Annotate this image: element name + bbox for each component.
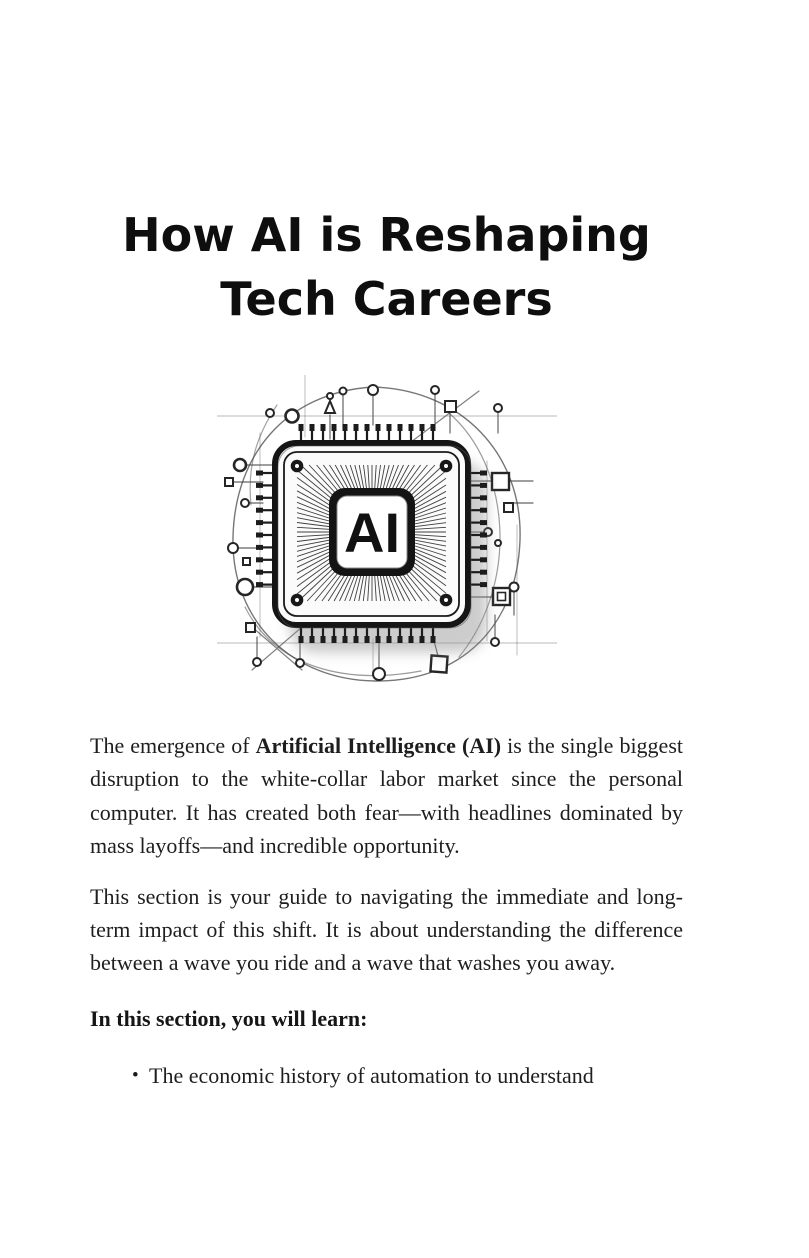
ai-chip-label: AI: [343, 501, 400, 564]
content-column: [90, 0, 683, 1093]
page-title-line-1: How AI is Reshaping: [122, 208, 651, 262]
page-title-line-2: Tech Careers: [220, 272, 553, 326]
bold-artificial-intelligence: Artificial Intelligence (AI): [255, 733, 502, 758]
paragraph-intro: [90, 729, 683, 863]
paragraph-intro-start: The emergence of: [90, 733, 256, 758]
bullet-marker: •: [132, 1065, 139, 1087]
paragraph-intro-rest: is the single biggest disruption to the white-collar labor market since the personal computer. It has created both fear—with headlines dominated by mass layoffs—and incredible opportunity.: [90, 733, 683, 859]
paragraph-guide: This section is your guide to navigating the immediate and long-term impact of this shift. It is about understanding the difference between a wave you ride and a wave that washes you away.: [90, 883, 683, 976]
list-item: [90, 1059, 683, 1092]
list-item-text: The economic history of automation to understand: [149, 1063, 594, 1089]
ai-chip-illustration: [217, 375, 557, 693]
ai-chip-drawing-icon: [217, 375, 557, 693]
page-title: [90, 0, 683, 331]
section-learn-heading: In this section, you will learn:: [90, 1005, 368, 1031]
ai-core: [329, 488, 415, 576]
